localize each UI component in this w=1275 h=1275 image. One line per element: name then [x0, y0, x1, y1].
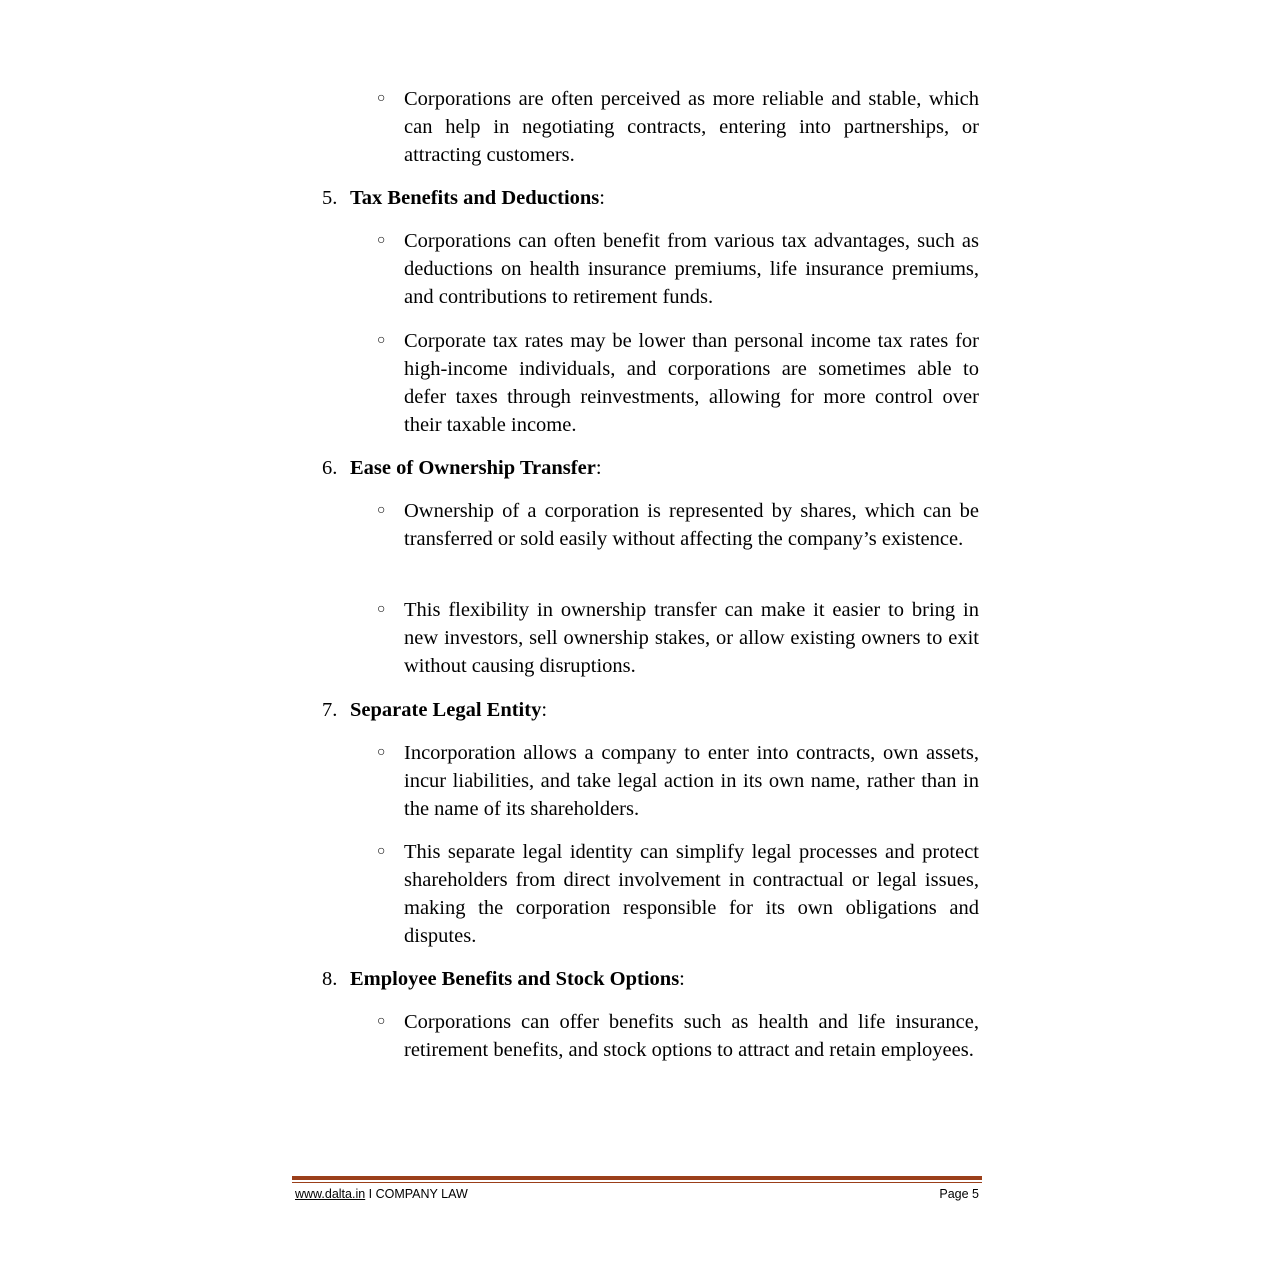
bullet-text: Corporations can offer benefits such as health and life insurance, retirement benefits, and stock options to attract and retain employees.	[404, 1011, 979, 1061]
section-title: Separate Legal Entity	[350, 699, 542, 721]
heading-colon: :	[595, 457, 602, 479]
footer-left	[295, 1186, 468, 1202]
section-heading-6	[322, 454, 602, 482]
heading-colon: :	[679, 968, 685, 990]
section-number: 7.	[322, 699, 338, 721]
section-number: 5.	[322, 187, 338, 209]
section-heading-7	[322, 696, 547, 724]
heading-colon: :	[541, 699, 548, 721]
bullet-icon: ○	[377, 233, 386, 248]
bullet-icon: ○	[377, 333, 386, 348]
bullet-icon: ○	[377, 503, 386, 518]
section-title: Ease of Ownership Transfer	[350, 457, 596, 479]
bullet-icon: ○	[377, 1014, 386, 1029]
section-title: Employee Benefits and Stock Options	[350, 968, 680, 990]
bullet-text: Incorporation allows a company to enter into contracts, own assets, incur liabilities, and take legal action in its own name, rather than in the name of its shareholders.	[404, 742, 979, 820]
bullet-text: This flexibility in ownership transfer can make it easier to bring in new investors, sell ownership stakes, or allow existing owners to exit without causing disruptions.	[404, 599, 979, 677]
section-heading-8	[322, 965, 685, 993]
bullet-text: Corporations are often perceived as more reliable and stable, which can help in negotiating contracts, entering into partnerships, or attracting customers.	[404, 88, 979, 166]
section-number: 6.	[322, 457, 338, 479]
section-heading-5	[322, 184, 605, 212]
footer-rule	[292, 1176, 982, 1180]
section-number: 8.	[322, 968, 338, 990]
footer-rule-thin	[292, 1182, 982, 1183]
bullet-text: Corporate tax rates may be lower than personal income tax rates for high-income individuals, and corporations are sometimes able to defer taxes through reinvestments, allowing for more control over their taxable income.	[404, 330, 979, 436]
footer-section-label: I COMPANY LAW	[365, 1187, 468, 1201]
bullet-text: Ownership of a corporation is represented by shares, which can be transferred or sold easily without affecting the company’s existence.	[404, 500, 979, 550]
bullet-text: Corporations can often benefit from various tax advantages, such as deductions on health insurance premiums, life insurance premiums, and contributions to retirement funds.	[404, 230, 979, 308]
section-title: Tax Benefits and Deductions	[350, 187, 600, 209]
heading-colon: :	[599, 187, 605, 209]
page-number: Page 5	[939, 1187, 979, 1201]
bullet-icon: ○	[377, 844, 386, 859]
bullet-icon: ○	[377, 602, 386, 617]
bullet-text: This separate legal identity can simplify legal processes and protect shareholders from direct involvement in contractual or legal issues, making the corporation responsible for its own obligations and disputes.	[404, 841, 979, 947]
website-link[interactable]: www.dalta.in	[295, 1187, 366, 1201]
bullet-icon: ○	[377, 91, 386, 106]
bullet-icon: ○	[377, 745, 386, 760]
